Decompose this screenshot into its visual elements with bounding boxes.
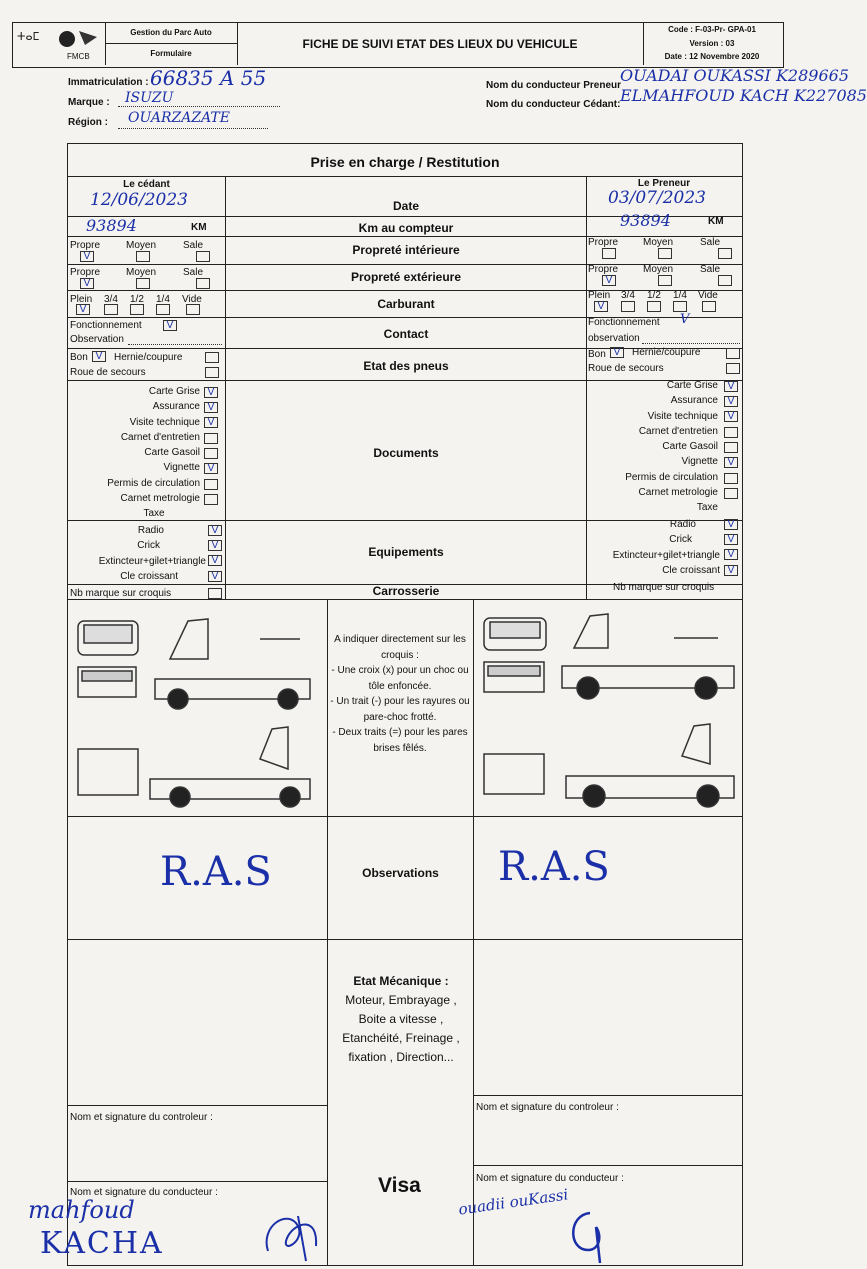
doc-l-box-5[interactable]: V [204, 463, 218, 474]
pe-moyen-r-box[interactable] [658, 275, 672, 286]
preneur-value: OUADAI OUKASSI K289665 [620, 66, 849, 85]
line-sig-left [68, 1181, 327, 1182]
line-mec-right [473, 1095, 742, 1096]
row-prop-ext: Propreté extérieure [350, 270, 462, 284]
equip-left-item: Cle croissant [120, 570, 178, 582]
doc-l-box-3[interactable] [204, 433, 218, 444]
line-km [68, 236, 742, 237]
line-carrosserie [68, 599, 742, 600]
doc-left-item: Vignette [163, 462, 200, 474]
equip-right-item: Cle croissant [662, 564, 720, 576]
pi-propre-r-box[interactable] [602, 248, 616, 259]
car-sketch-right [478, 604, 740, 814]
doc-right-item: Visite technique [647, 410, 718, 422]
carb-r-box4[interactable] [673, 301, 687, 312]
pi-moyen-l: Moyen [126, 240, 157, 251]
carb-l-box2[interactable] [104, 304, 118, 315]
pi-propre-r: Propre [588, 237, 619, 248]
doc-left-item: Carte Gasoil [144, 447, 200, 459]
equip-l-box-2[interactable]: V [208, 555, 222, 566]
equip-l-box-3[interactable]: V [208, 571, 222, 582]
equip-right-item: Crick [669, 534, 692, 546]
carb-l-box3[interactable] [130, 304, 144, 315]
pneu-hernie-l: Hernie/coupure [114, 352, 183, 363]
contact-obs-r-dots [642, 343, 740, 344]
row-pneus: Etat des pneus [363, 359, 449, 373]
croquis-instructions [330, 632, 470, 756]
carb-vide-l: Vide [182, 294, 202, 305]
brand-text: FMCB [67, 52, 90, 61]
doc-l-box-6[interactable] [204, 479, 218, 490]
obs-label: Observations [362, 866, 439, 880]
equip-left-item: Radio [137, 525, 164, 536]
doc-left-item: Carte Grise [148, 386, 200, 397]
preneur-header: Le Preneur [637, 178, 691, 189]
row-prop-int: Propreté intérieure [352, 243, 460, 257]
pe-sale-r: Sale [700, 264, 721, 275]
doc-r-box-5[interactable]: V [724, 457, 738, 468]
line-croquis [68, 816, 742, 817]
equip-r-box-1[interactable]: V [724, 534, 738, 545]
gestion-text: Gestion du Parc Auto [105, 23, 238, 44]
line-observations [68, 939, 742, 940]
line-mec-left [68, 1105, 327, 1106]
preneur-label: Nom du conducteur Preneur [486, 80, 622, 91]
nb-marque-right: Nb marque sur croquis [613, 582, 715, 593]
doc-right-item: Carte Grise [666, 380, 718, 391]
line-pe [68, 290, 742, 291]
carb-34-r: 3/4 [621, 290, 635, 301]
pneu-roue-r: Roue de secours [588, 363, 664, 374]
marque-value: ISUZU [125, 90, 174, 106]
cedant-value: ELMAHFOUD KACH K227085 [620, 86, 867, 105]
svg-text:ⵜⴰⵎ: ⵜⴰⵎ [17, 30, 40, 43]
row-carrosserie: Carrosserie [372, 584, 440, 598]
equip-l-box-1[interactable]: V [208, 540, 222, 551]
pneu-roue-r-box[interactable] [726, 363, 740, 374]
preneur-date: 03/07/2023 [608, 188, 706, 208]
contact-obs-l: Observation [70, 334, 124, 345]
cedant-date: 12/06/2023 [90, 190, 188, 210]
doc-right-item: Vignette [681, 456, 718, 468]
doc-right-item: Carnet d'entretien [638, 425, 718, 437]
pe-sale-l-box[interactable] [196, 278, 210, 289]
obs-right-value: R.A.S [498, 844, 610, 890]
pe-moyen-l: Moyen [126, 267, 157, 278]
car-sketch-left [70, 609, 320, 819]
pe-sale-l: Sale [183, 267, 204, 278]
doc-right-item: Carnet metrologie [638, 487, 718, 499]
pi-sale-l-box[interactable] [196, 251, 210, 262]
equip-r-box-2[interactable]: V [724, 549, 738, 560]
doc-left-item: Assurance [152, 401, 200, 413]
doc-r-box-4[interactable] [724, 442, 738, 453]
code-text: Code : F-03-Pr- GPA-01 [668, 25, 756, 34]
carb-r-box5[interactable] [702, 301, 716, 312]
nb-marque-l-box[interactable] [208, 588, 222, 599]
marque-dots [118, 106, 280, 107]
doc-title: FICHE DE SUIVI ETAT DES LIEUX DU VEHICULE [237, 23, 644, 65]
visa-label: Visa [378, 1174, 421, 1197]
date-text: Date : 12 Novembre 2020 [664, 52, 760, 61]
vline-lower-left [327, 599, 328, 1265]
pe-sale-r-box[interactable] [718, 275, 732, 286]
carb-14-r: 1/4 [673, 290, 687, 301]
preneur-km-unit: KM [708, 216, 724, 227]
vline-left [225, 176, 226, 599]
equip-r-box-0[interactable]: V [724, 519, 738, 530]
croquis-line2: - Un trait (-) pour les rayures ou pare-choc frotté. [330, 696, 470, 723]
row-contact: Contact [383, 327, 429, 341]
croquis-line3: - Deux traits (=) pour les pares brises fêlés. [332, 727, 468, 754]
carb-l-box5[interactable] [186, 304, 200, 315]
sig-left-scribble [258, 1206, 338, 1266]
doc-left-item: Carnet d'entretien [120, 431, 200, 443]
carb-12-l: 1/2 [130, 294, 144, 305]
carb-r-box3[interactable] [647, 301, 661, 312]
doc-right-item: Assurance [670, 395, 718, 407]
pi-sale-l: Sale [183, 240, 204, 251]
line-sig-right [473, 1165, 742, 1166]
pneu-bon-l: Bon [70, 352, 88, 363]
doc-r-box-3[interactable] [724, 427, 738, 438]
contact-fonct-l: Fonctionnement [70, 320, 142, 331]
pi-moyen-r-box[interactable] [658, 248, 672, 259]
cedant-label: Nom du conducteur Cédant: [486, 99, 621, 110]
main-table [67, 143, 743, 1266]
contact-l-box[interactable]: V [163, 320, 177, 331]
mecanique-block [330, 972, 472, 1067]
doc-r-box-6[interactable] [724, 473, 738, 484]
croquis-title: A indiquer directement sur les croquis : [334, 634, 466, 661]
pneu-hernie-l-box[interactable] [205, 352, 219, 363]
row-documents: Documents [373, 446, 439, 460]
pe-propre-l: Propre [70, 267, 101, 278]
doc-right-item: Permis de circulation [625, 471, 718, 483]
carb-34-l: 3/4 [104, 294, 118, 305]
carb-plein-r: Plein [588, 290, 611, 301]
equip-left [68, 523, 206, 584]
pe-moyen-r: Moyen [643, 264, 674, 275]
equip-right [588, 517, 720, 578]
cedant-km: 93894 [86, 216, 137, 235]
croquis-line1: - Une croix (x) pour un choc ou tôle enfoncée. [331, 665, 469, 692]
marque-label: Marque : [68, 97, 110, 108]
carb-14-l: 1/4 [156, 294, 170, 305]
immat-label: Immatriculation : [68, 77, 149, 88]
contact-obs-r: observation [588, 333, 640, 344]
pneu-bon-r-box[interactable]: V [610, 347, 624, 358]
pi-propre-l-box[interactable]: V [80, 251, 94, 262]
region-label: Région : [68, 117, 108, 128]
pe-propre-l-box[interactable]: V [80, 278, 94, 289]
sig-left-name1: mahfoud [28, 1196, 135, 1224]
pneu-roue-l: Roue de secours [70, 367, 146, 378]
contact-r-mark[interactable]: V [680, 312, 690, 327]
pneu-bon-l-box[interactable]: V [92, 351, 106, 362]
equip-left-item: Crick [137, 540, 160, 552]
line-pi [68, 264, 742, 265]
equip-l-box-0[interactable]: V [208, 525, 222, 536]
doc-r-box-7[interactable] [724, 488, 738, 499]
sig-right-name: ouadii ouKassi [457, 1185, 570, 1219]
mecanique-title: Etat Mécanique : [353, 974, 449, 988]
vline-right [586, 176, 587, 599]
doc-l-box-1[interactable]: V [204, 402, 218, 413]
equip-left-item: Extincteur+gilet+triangle [98, 555, 206, 567]
carb-r-box1[interactable]: V [594, 301, 608, 312]
pneu-hernie-r: Hernie/coupure [632, 347, 701, 358]
pi-sale-r: Sale [700, 237, 721, 248]
doc-right-item: Taxe [696, 502, 718, 514]
pe-propre-r: Propre [588, 264, 619, 275]
carb-r-box2[interactable] [621, 301, 635, 312]
carb-l-box4[interactable] [156, 304, 170, 315]
equip-r-box-3[interactable]: V [724, 565, 738, 576]
row-km: Km au compteur [358, 221, 454, 235]
header-box [12, 22, 784, 68]
equip-right-item: Radio [669, 519, 696, 530]
pi-sale-r-box[interactable] [718, 248, 732, 259]
carb-12-r: 1/2 [647, 290, 661, 301]
mecanique-text: Moteur, Embrayage , Boite a vitesse , Etanchéité, Freinage , fixation , Direction... [342, 993, 460, 1064]
obs-left-value: R.A.S [160, 849, 272, 895]
sig-right-scribble [560, 1205, 620, 1265]
pe-propre-r-box[interactable]: V [602, 275, 616, 286]
sig-controleur-right: Nom et signature du controleur : [476, 1102, 619, 1113]
pneu-hernie-r-box[interactable] [726, 348, 740, 359]
doc-left-item: Visite technique [129, 416, 200, 428]
row-carburant: Carburant [377, 297, 435, 311]
pe-moyen-l-box[interactable] [136, 278, 150, 289]
doc-left-item: Taxe [143, 508, 165, 520]
row-equipements: Equipements [368, 545, 444, 559]
docs-right [588, 378, 718, 516]
logo [13, 23, 106, 65]
cedant-km-unit: KM [191, 222, 207, 233]
nb-marque-left: Nb marque sur croquis [70, 588, 172, 599]
contact-fonct-r: Fonctionnement [588, 317, 660, 328]
doc-l-box-2[interactable]: V [204, 417, 218, 428]
immat-value: 66835 A 55 [150, 66, 267, 90]
doc-right-item: Carte Gasoil [662, 441, 718, 453]
doc-l-box-7[interactable] [204, 494, 218, 505]
docs-left [68, 384, 200, 522]
preneur-km: 93894 [620, 211, 671, 230]
equip-right-item: Extincteur+gilet+triangle [612, 549, 720, 561]
doc-l-box-4[interactable] [204, 448, 218, 459]
pi-propre-l: Propre [70, 240, 101, 251]
doc-l-box-0[interactable]: V [204, 387, 218, 398]
pneu-roue-l-box[interactable] [205, 367, 219, 378]
pi-moyen-r: Moyen [643, 237, 674, 248]
doc-r-box-2[interactable]: V [724, 411, 738, 422]
row-date: Date [392, 199, 419, 213]
doc-r-box-1[interactable]: V [724, 396, 738, 407]
doc-left-item: Permis de circulation [107, 477, 200, 489]
doc-r-box-0[interactable]: V [724, 381, 738, 392]
cedant-header: Le cédant [123, 179, 170, 190]
region-dots [118, 128, 268, 129]
carb-plein-l: Plein [70, 294, 93, 305]
contact-obs-l-dots [128, 344, 222, 345]
sig-conducteur-left: Nom et signature du conducteur : [70, 1187, 218, 1198]
sig-conducteur-right: Nom et signature du conducteur : [476, 1173, 624, 1184]
pneu-bon-r: Bon [588, 349, 606, 360]
carb-vide-r: Vide [698, 290, 718, 301]
region-value: OUARZAZATE [128, 110, 230, 126]
pi-moyen-l-box[interactable] [136, 251, 150, 262]
doc-left-item: Carnet metrologie [120, 493, 200, 505]
table-title: Prise en charge / Restitution [68, 144, 742, 177]
carb-l-box1[interactable]: V [76, 304, 90, 315]
sig-left-name2: KACHA [40, 1226, 164, 1261]
sig-controleur-left: Nom et signature du controleur : [70, 1112, 213, 1123]
version-text: Version : 03 [689, 39, 735, 48]
formulaire-text: Formulaire [105, 43, 238, 65]
